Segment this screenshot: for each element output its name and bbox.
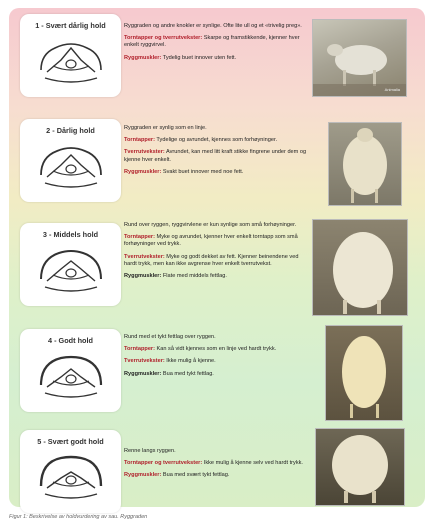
label-muscles: Ryggmuskler: <box>124 273 162 280</box>
spines-text: Kan så vidt kjennes som en linje ved hardt trykk. <box>154 346 277 353</box>
score-title: 5 - Svært godt hold <box>37 437 104 446</box>
overview-text: Ryggraden er synlig som en linje. <box>124 125 207 131</box>
overview-text: Ryggraden og andre knokler er synlige. Ofte lite ull og et «trivelig preg». <box>124 23 302 29</box>
spine-cross-section-icon <box>37 245 105 297</box>
muscles-text: Svakt buet innover med noe fett. <box>161 168 244 175</box>
transverse-text: Ikke mulig å kjenne. <box>164 358 216 365</box>
spines-text: Ikke mulig å kjenne selv ved hardt trykk. <box>202 460 303 467</box>
score-description <box>124 448 307 485</box>
muscles-text: Bua med svært tykt fettlag. <box>161 472 230 479</box>
score-description <box>124 23 307 67</box>
score-description <box>124 125 307 181</box>
label-transverse: Tverrutvekster: <box>124 358 165 365</box>
label-spines-transverse: Torntapper og tverrutvekster: <box>124 460 203 467</box>
muscles-text: Tydelig buet innover uten fett. <box>161 54 237 61</box>
score-description <box>124 334 307 383</box>
condition-score-panel <box>9 8 425 507</box>
spine-cross-section-icon <box>37 141 105 193</box>
overview-text: Rund med et tykt fettlag over ryggen. <box>124 334 216 340</box>
overview-text: Rund over ryggen, ryggvirvlene er kun synlige som små forhøyninger. <box>124 222 297 228</box>
score-title: 3 - Middels hold <box>42 230 99 239</box>
score-card <box>20 329 121 412</box>
score-title: 4 - Godt hold <box>48 336 93 345</box>
sheep-photo <box>328 122 402 206</box>
score-description <box>124 222 307 285</box>
spine-cross-section-icon <box>37 36 105 88</box>
score-card <box>20 223 121 306</box>
label-muscles: Ryggmuskler: <box>124 54 162 61</box>
label-spines: Torntapper: <box>124 346 155 353</box>
transverse-text: Avrundet, kan med litt kraft stikke fingrene under dem og kjenne hver enkelt. <box>124 149 307 163</box>
label-muscles: Ryggmuskler: <box>124 370 162 377</box>
label-transverse: Tverrutvekster: <box>124 253 165 260</box>
sheep-photo <box>312 219 408 316</box>
score-card <box>20 119 121 202</box>
score-card <box>20 430 121 513</box>
label-muscles: Ryggmuskler: <box>124 168 162 175</box>
spines-text: Myke og avrundet, kjenner hver enkelt torntapp som små forhøyninger ved trykk. <box>124 234 298 248</box>
spine-cross-section-icon <box>37 452 105 504</box>
sheep-photo <box>312 19 407 97</box>
photo-credit: Animalia <box>384 87 400 92</box>
sheep-photo <box>325 325 403 421</box>
transverse-text: Myke og godt dekket av fett. Kjenner beinendene ved hardt trykk, men kan ikke avgrense hver enkelt tverrutvekst. <box>124 253 299 267</box>
score-card <box>20 14 121 97</box>
overview-text: Renne langs ryggen. <box>124 448 176 454</box>
spine-cross-section-icon <box>37 351 105 403</box>
label-muscles: Ryggmuskler: <box>124 472 162 479</box>
label-spines: Torntapper og tverrutvekster: <box>124 35 203 42</box>
spines-text: Tydelige og avrundet, kjennes som forhøyninger. <box>154 137 278 144</box>
sheep-photo <box>315 428 405 506</box>
label-spines: Torntapper: <box>124 137 155 144</box>
figure-caption: Figur 1: Beskrivelse av holdvurdering av sau. Ryggraden <box>9 514 148 520</box>
score-title: 1 - Svært dårlig hold <box>35 21 106 30</box>
score-title: 2 - Dårlig hold <box>46 126 95 135</box>
spines-text: Skarpe og framstikkende, kjenner hver enkelt ryggvirvel. <box>124 35 300 49</box>
muscles-text: Flate med middels fettlag. <box>161 273 227 280</box>
muscles-text: Bua med tykt fettlag. <box>161 370 214 377</box>
label-transverse: Tverrutvekster: <box>124 149 165 156</box>
label-spines: Torntapper: <box>124 234 155 241</box>
